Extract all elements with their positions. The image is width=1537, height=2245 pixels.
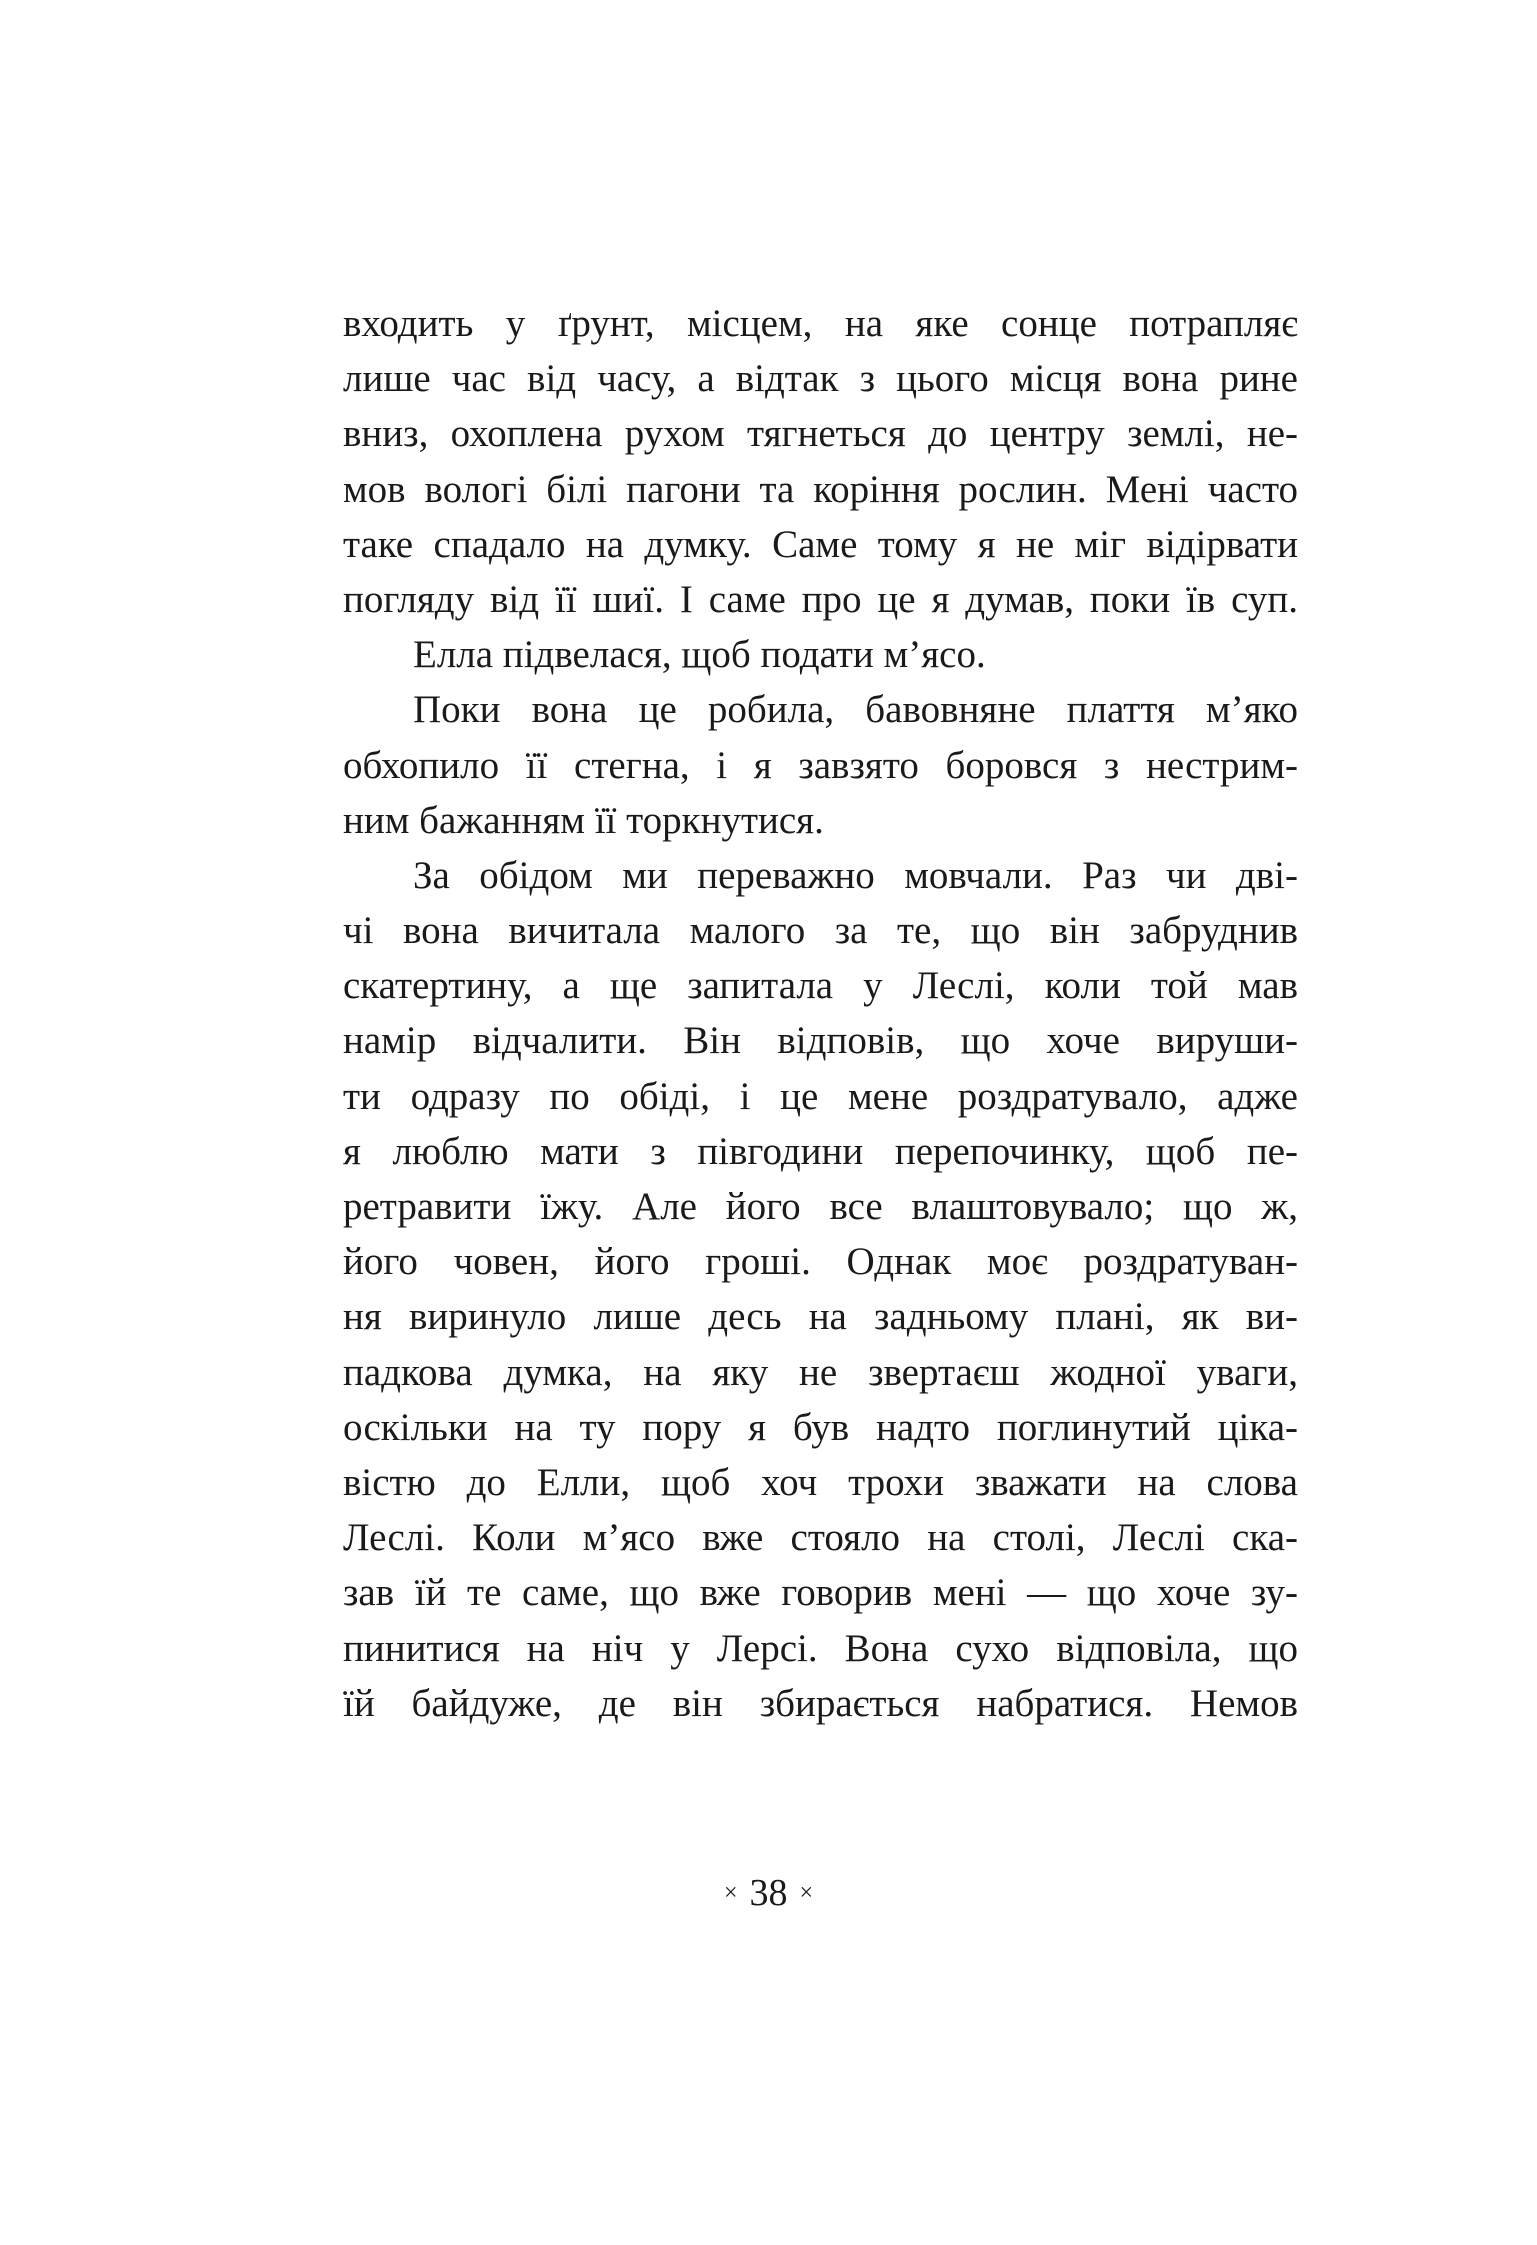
page-number: 38	[749, 1872, 788, 1914]
ornament-right: ×	[799, 1880, 814, 1906]
body-text	[343, 296, 1298, 1731]
text-line: Елла підвелася, щоб подати м’ясо.	[413, 633, 986, 677]
text-line: оскільки на ту пору я був надто поглинутий ціка-	[343, 1405, 1298, 1449]
text-line: скатертину, а ще запитала у Леслі, коли той мав	[343, 964, 1298, 1008]
text-line: ретравити їжу. Але його все влаштовувало; що ж,	[343, 1185, 1298, 1228]
text-line: ня виринуло лише десь на задньому плані, як ви-	[343, 1295, 1298, 1339]
text-line: намір відчалити. Він відповів, що хоче вируши-	[343, 1019, 1298, 1063]
text-line: вниз, охоплена рухом тягнеться до центру землі, не-	[343, 412, 1298, 456]
text-line: вістю до Елли, щоб хоч трохи зважати на слова	[343, 1460, 1298, 1504]
text-line: зав їй те саме, що вже говорив мені — що хоче зу-	[343, 1571, 1298, 1615]
text-line: обхопило її стегна, і я завзято боровся з нестрим-	[343, 743, 1298, 787]
text-line: я люблю мати з півгодини перепочинку, щоб пе-	[343, 1129, 1298, 1173]
text-line: входить у ґрунт, місцем, на яке сонце потрапляє	[343, 302, 1298, 345]
text-line: їй байдуже, де він збирається набратися. Немов	[343, 1681, 1298, 1725]
text-line: ним бажанням її торкнутися.	[343, 798, 824, 842]
page-number-footer	[0, 1868, 1537, 1918]
text-line: пинитися на ніч у Лерсі. Вона сухо відповіла, що	[343, 1626, 1298, 1670]
text-line: погляду від її шиї. І саме про це я думав, поки їв суп.	[343, 577, 1298, 621]
ornament-left: ×	[723, 1880, 738, 1906]
text-line: чі вона вичитала малого за те, що він забруднив	[343, 909, 1298, 953]
text-line: Леслі. Коли м’ясо вже стояло на столі, Леслі ска-	[343, 1516, 1298, 1560]
text-line: мов вологі білі пагони та коріння рослин. Мені часто	[343, 467, 1298, 511]
text-line: лише час від часу, а відтак з цього місця вона рине	[343, 357, 1298, 401]
text-line: ти одразу по обіді, і це мене роздратувало, адже	[343, 1074, 1298, 1118]
text-line: Поки вона це робила, бавовняне плаття м’яко	[413, 688, 1298, 732]
text-line: таке спадало на думку. Саме тому я не міг відірвати	[343, 522, 1298, 566]
text-line: його човен, його гроші. Однак моє роздратуван-	[343, 1240, 1298, 1284]
text-line: За обідом ми переважно мовчали. Раз чи дві-	[413, 853, 1298, 897]
text-line: падкова думка, на яку не звертаєш жодної уваги,	[343, 1350, 1298, 1394]
